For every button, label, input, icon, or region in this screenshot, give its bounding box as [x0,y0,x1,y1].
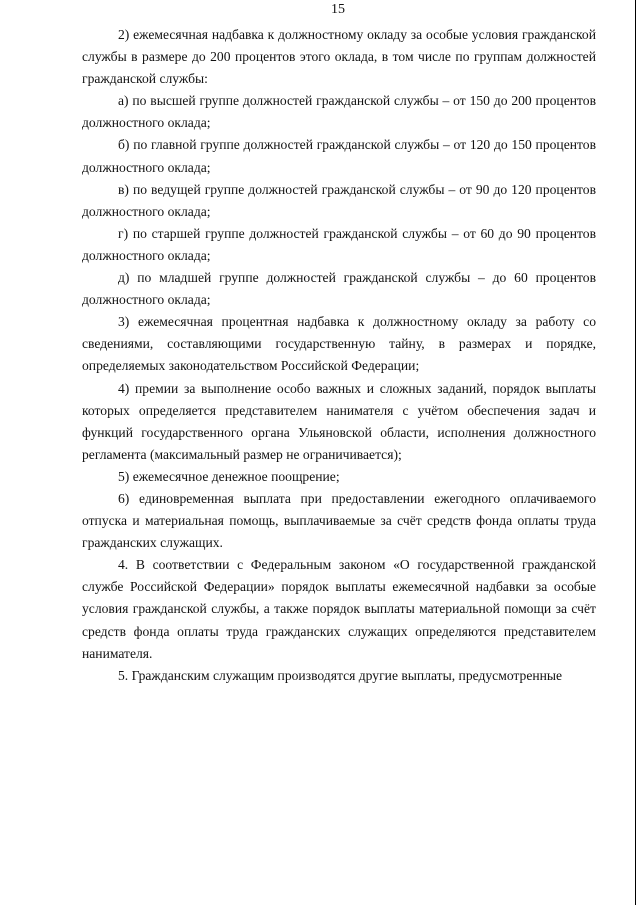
paragraph-section-4: 4. В соответствии с Федеральным законом «О государственной гражданской службе Российской Федерации» порядок выплаты ежемесячной надбавки за особые условия гражданской службы, а также порядок выплаты материальной помощи за счёт средств фонда оплаты труда гражданских служащих определяются представителем нанимателя. [82,557,596,661]
paragraph-section-5: 5. Гражданским служащим производятся другие выплаты, предусмотренные [118,667,563,683]
page-number: 15 [331,2,345,17]
paragraph-item-2: 2) ежемесячная надбавка к должностному окладу за особые условия гражданской службы в размере до 200 процентов этого оклада, в том числе по группам должностей гражданской службы: [82,27,596,87]
paragraph-subitem-a: а) по высшей группе должностей гражданской службы – от 150 до 200 процентов должностного оклада; [82,93,596,131]
paragraph-item-3: 3) ежемесячная процентная надбавка к должностному окладу за работу со сведениями, составляющими государственную тайну, в размерах и порядке, определяемых законодательством Российской Федерации; [82,314,596,374]
paragraph-subitem-d: д) по младшей группе должностей гражданской службы – до 60 процентов должностного оклада; [82,270,596,308]
paragraph-subitem-v: в) по ведущей группе должностей гражданской службы – от 90 до 120 процентов должностного оклада; [82,181,596,219]
paragraph-subitem-g: г) по старшей группе должностей гражданской службы – от 60 до 90 процентов должностного оклада; [82,225,596,263]
paragraph-item-5: 5) ежемесячное денежное поощрение; [118,468,340,484]
document-body [82,24,596,687]
paragraph-subitem-b: б) по главной группе должностей гражданской службы – от 120 до 150 процентов должностного оклада; [82,137,596,175]
paragraph-item-4: 4) премии за выполнение особо важных и сложных заданий, порядок выплаты которых определяется представителем нанимателя с учётом обеспечения задач и функций государственного органа Ульяновской области, исполнения должностного регламента (максимальный размер не ограничивается); [82,380,596,462]
paragraph-item-6: 6) единовременная выплата при предоставлении ежегодного оплачиваемого отпуска и материальная помощь, выплачиваемые за счёт средств фонда оплаты труда гражданских служащих. [82,490,596,551]
